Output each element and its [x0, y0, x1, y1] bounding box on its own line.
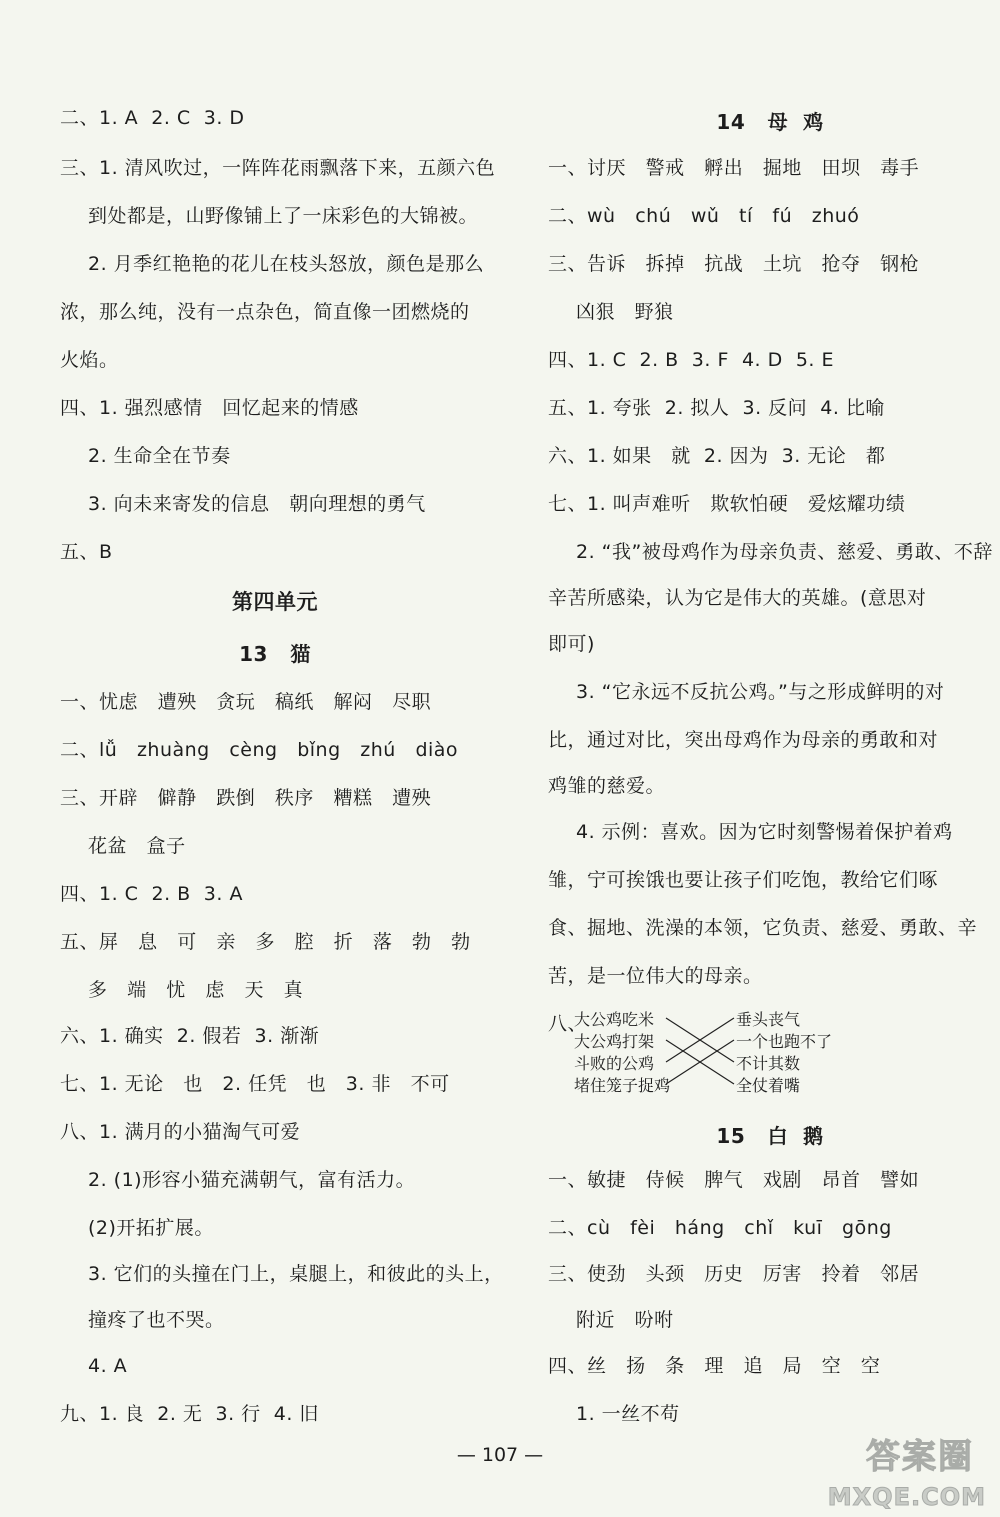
watermark-glyphs: 答案圈 — [866, 1437, 974, 1477]
lesson-title: 15 白 鹅 — [716, 1124, 824, 1148]
answer-line: 3. 向未来寄发的信息 朝向理想的勇气 — [88, 493, 426, 515]
answer-line: 三、开辟 僻静 跌倒 秩序 糟糕 遭殃 — [60, 787, 432, 809]
answer-line: 二、cù fèi háng chǐ kuī gōng — [548, 1217, 892, 1239]
answer-line: 3. “它永远不反抗公鸡。”与之形成鲜明的对 — [576, 681, 945, 703]
answer-line: 四、丝 扬 条 理 追 局 空 空 — [548, 1355, 881, 1377]
lesson-title: 14 母 鸡 — [716, 110, 824, 134]
answer-line: 三、告诉 拆掉 抗战 土坑 抢夺 钢枪 — [548, 253, 920, 275]
answer-line: 2. (1)形容小猫充满朝气，富有活力。 — [88, 1169, 416, 1191]
watermark-logo — [827, 1429, 986, 1511]
answer-line: 五、屏 息 可 亲 多 腔 折 落 勃 勃 — [60, 931, 471, 953]
match-right-item: 不计其数 — [736, 1054, 801, 1073]
page-number: — 107 — — [456, 1444, 544, 1466]
watermark-url: MXQE.COM — [827, 1483, 986, 1511]
answer-line: 一、敏捷 侍候 脾气 戏剧 昂首 譬如 — [548, 1169, 920, 1191]
answer-line: 附近 吩咐 — [576, 1309, 674, 1331]
answer-line: 3. 它们的头撞在门上，桌腿上，和彼此的头上， — [88, 1263, 504, 1285]
answer-line: 浓，那么纯，没有一点杂色，简直像一团燃烧的 — [60, 301, 470, 323]
answer-line: 七、1. 叫声难听 欺软怕硬 爱炫耀功绩 — [548, 493, 906, 515]
answer-line: 二、1. A 2. C 3. D — [60, 107, 245, 129]
answer-line: 凶狠 野狼 — [576, 301, 674, 323]
lesson-title: 13 猫 — [239, 642, 311, 666]
match-lines — [540, 1008, 770, 1100]
answer-line: 1. 一丝不苟 — [576, 1403, 680, 1425]
answer-line: 七、1. 无论 也 2. 任凭 也 3. 非 不可 — [60, 1073, 450, 1095]
answer-line: 2. 生命全在节奏 — [88, 445, 231, 467]
match-left-item: 堵住笼子捉鸡 — [574, 1076, 671, 1095]
answer-line: 鸡雏的慈爱。 — [548, 775, 666, 797]
answer-line: 食、掘地、洗澡的本领，它负责、慈爱、勇敢、辛 — [548, 917, 978, 939]
answer-line: 四、1. C 2. B 3. F 4. D 5. E — [548, 349, 835, 371]
answer-line: 六、1. 如果 就 2. 因为 3. 无论 都 — [548, 445, 886, 467]
answer-line: 4. 示例：喜欢。因为它时刻警惕着保护着鸡 — [576, 821, 953, 843]
match-left-item: 大公鸡吃米 — [574, 1010, 655, 1029]
answer-line: 六、1. 确实 2. 假若 3. 渐渐 — [60, 1025, 320, 1047]
answer-line: 即可) — [548, 633, 595, 655]
answer-line: 一、忧虑 遭殃 贪玩 稿纸 解闷 尽职 — [60, 691, 432, 713]
answer-line: 八、1. 满月的小猫淘气可爱 — [60, 1121, 301, 1143]
unit-title: 第四单元 — [232, 590, 318, 614]
answer-line: 多 端 忧 虑 天 真 — [88, 979, 304, 1001]
answer-line: 2. 月季红艳艳的花儿在枝头怒放，颜色是那么 — [88, 253, 485, 275]
answer-line: 到处都是，山野像铺上了一床彩色的大锦被。 — [88, 205, 479, 227]
answer-line: 四、1. C 2. B 3. A — [60, 883, 243, 905]
answer-line: 五、B — [60, 541, 113, 563]
match-right-item: 垂头丧气 — [736, 1010, 801, 1029]
answer-line: (2)开拓扩展。 — [88, 1217, 214, 1239]
match-right-item: 一个也跑不了 — [736, 1032, 833, 1051]
answer-line: 三、1. 清风吹过，一阵阵花雨飘落下来，五颜六色 — [60, 157, 496, 179]
answer-line: 辛苦所感染，认为它是伟大的英雄。(意思对 — [548, 587, 927, 609]
answer-line: 四、1. 强烈感情 回忆起来的情感 — [60, 397, 359, 419]
answer-line: 撞疼了也不哭。 — [88, 1309, 225, 1331]
answer-line: 二、lǚ zhuàng cèng bǐng zhú diào — [60, 739, 459, 761]
answer-line: 二、wù chú wǔ tí fú zhuó — [548, 205, 860, 227]
answer-line: 九、1. 良 2. 无 3. 行 4. 旧 — [60, 1403, 319, 1425]
match-left-item: 斗败的公鸡 — [574, 1054, 655, 1073]
answer-line: 2. “我”被母鸡作为母亲负责、慈爱、勇敢、不辞 — [576, 541, 993, 563]
answer-line: 火焰。 — [60, 349, 119, 371]
answer-line: 五、1. 夸张 2. 拟人 3. 反问 4. 比喻 — [548, 397, 885, 419]
answer-line: 雏，宁可挨饿也要让孩子们吃饱，教给它们啄 — [548, 869, 939, 891]
match-left-item: 大公鸡打架 — [574, 1032, 655, 1051]
answer-line: 花盆 盒子 — [88, 835, 186, 857]
match-right-item: 全仗着嘴 — [736, 1076, 801, 1095]
match-label: 八、 — [548, 1013, 588, 1035]
answer-line: 比，通过对比，突出母鸡作为母亲的勇敢和对 — [548, 729, 939, 751]
answer-line: 4. A — [88, 1355, 128, 1377]
answer-line: 三、使劲 头颈 历史 厉害 拎着 邻居 — [548, 1263, 920, 1285]
answer-line: 一、讨厌 警戒 孵出 掘地 田坝 毒手 — [548, 157, 920, 179]
answer-line: 苦，是一位伟大的母亲。 — [548, 965, 763, 987]
